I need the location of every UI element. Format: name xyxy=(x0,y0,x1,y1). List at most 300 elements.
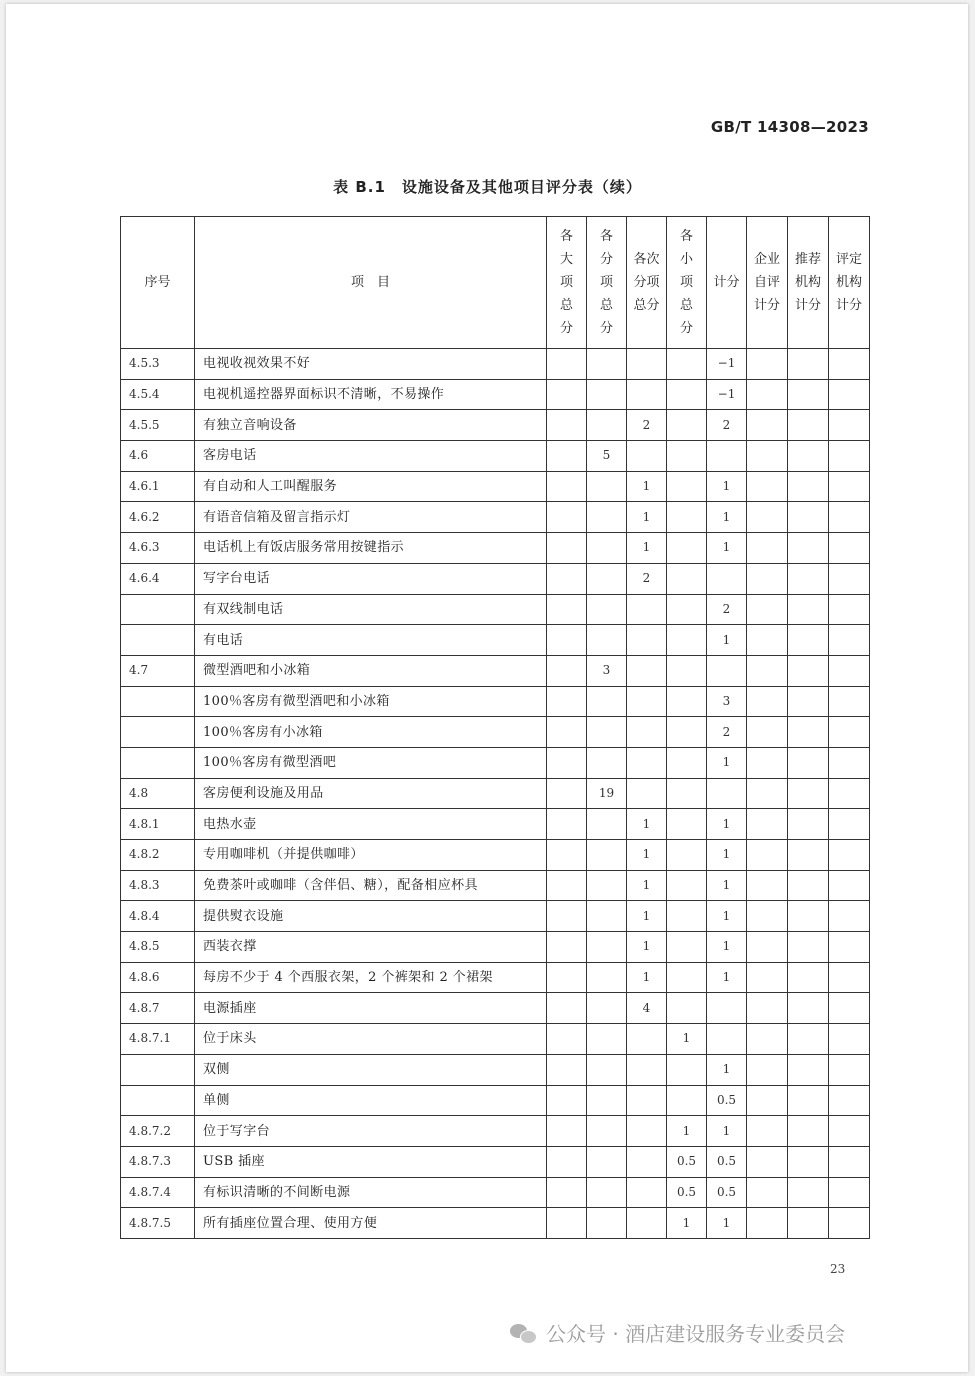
cell-code: 4.8.4 xyxy=(121,901,195,932)
cell-item: 所有插座位置合理、使用方便 xyxy=(195,1208,547,1239)
cell-major xyxy=(547,717,587,748)
cell-sub xyxy=(587,932,627,963)
cell-self-eval xyxy=(747,1054,788,1085)
cell-score: 1 xyxy=(707,1054,747,1085)
cell-recommend xyxy=(788,1208,829,1239)
cell-major xyxy=(547,625,587,656)
cell-sub xyxy=(587,1024,627,1055)
cell-item: 电视机遥控器界面标识不清晰，不易操作 xyxy=(195,379,547,410)
cell-recommend xyxy=(788,379,829,410)
cell-assess xyxy=(829,932,870,963)
cell-assess xyxy=(829,379,870,410)
cell-assess xyxy=(829,747,870,778)
cell-assess xyxy=(829,655,870,686)
cell-assess xyxy=(829,1146,870,1177)
cell-recommend xyxy=(788,901,829,932)
cell-item: 位于床头 xyxy=(195,1024,547,1055)
cell-self-eval xyxy=(747,993,788,1024)
cell-code: 4.6.3 xyxy=(121,533,195,564)
cell-score: 1 xyxy=(707,471,747,502)
header-minor-total: 各小项总分 xyxy=(667,217,707,349)
cell-self-eval xyxy=(747,1085,788,1116)
cell-sub xyxy=(587,625,627,656)
cell-minor xyxy=(667,686,707,717)
cell-sub: 3 xyxy=(587,655,627,686)
cell-assess xyxy=(829,1054,870,1085)
cell-score xyxy=(707,563,747,594)
cell-minor: 1 xyxy=(667,1024,707,1055)
cell-code: 4.8.3 xyxy=(121,870,195,901)
cell-secondary xyxy=(627,1208,667,1239)
cell-recommend xyxy=(788,778,829,809)
cell-assess xyxy=(829,1024,870,1055)
cell-assess xyxy=(829,840,870,871)
header-recommend: 推荐机构计分 xyxy=(788,217,829,349)
cell-self-eval xyxy=(747,379,788,410)
cell-major xyxy=(547,1024,587,1055)
cell-item: 位于写字台 xyxy=(195,1116,547,1147)
cell-minor xyxy=(667,1085,707,1116)
cell-item: USB 插座 xyxy=(195,1146,547,1177)
cell-major xyxy=(547,349,587,380)
cell-code: 4.8.1 xyxy=(121,809,195,840)
cell-self-eval xyxy=(747,1116,788,1147)
cell-score: −1 xyxy=(707,379,747,410)
cell-self-eval xyxy=(747,717,788,748)
cell-score: 3 xyxy=(707,686,747,717)
cell-minor: 1 xyxy=(667,1208,707,1239)
cell-self-eval xyxy=(747,655,788,686)
cell-major xyxy=(547,594,587,625)
table-row xyxy=(121,655,870,686)
cell-major xyxy=(547,1054,587,1085)
cell-secondary: 1 xyxy=(627,901,667,932)
cell-code xyxy=(121,747,195,778)
cell-minor xyxy=(667,410,707,441)
cell-assess xyxy=(829,1208,870,1239)
cell-assess xyxy=(829,686,870,717)
cell-code: 4.5.5 xyxy=(121,410,195,441)
cell-code: 4.8.7.4 xyxy=(121,1177,195,1208)
cell-item: 免费茶叶或咖啡（含伴侣、糖），配备相应杯具 xyxy=(195,870,547,901)
cell-self-eval xyxy=(747,1146,788,1177)
cell-minor xyxy=(667,349,707,380)
cell-code: 4.5.3 xyxy=(121,349,195,380)
cell-minor xyxy=(667,379,707,410)
cell-secondary: 1 xyxy=(627,502,667,533)
cell-sub: 5 xyxy=(587,441,627,472)
table-header-row xyxy=(121,217,870,349)
cell-self-eval xyxy=(747,778,788,809)
cell-item: 电源插座 xyxy=(195,993,547,1024)
cell-major xyxy=(547,471,587,502)
cell-major xyxy=(547,932,587,963)
cell-score: 1 xyxy=(707,840,747,871)
cell-sub xyxy=(587,1146,627,1177)
cell-recommend xyxy=(788,1146,829,1177)
cell-code xyxy=(121,717,195,748)
cell-self-eval xyxy=(747,441,788,472)
cell-minor: 1 xyxy=(667,1116,707,1147)
cell-score xyxy=(707,778,747,809)
cell-self-eval xyxy=(747,686,788,717)
cell-sub xyxy=(587,1054,627,1085)
cell-self-eval xyxy=(747,901,788,932)
cell-secondary xyxy=(627,717,667,748)
cell-recommend xyxy=(788,1054,829,1085)
cell-item: 西装衣撑 xyxy=(195,932,547,963)
table-row xyxy=(121,686,870,717)
cell-major xyxy=(547,502,587,533)
table-row xyxy=(121,870,870,901)
cell-secondary xyxy=(627,1116,667,1147)
cell-secondary: 2 xyxy=(627,563,667,594)
cell-sub xyxy=(587,471,627,502)
cell-assess xyxy=(829,870,870,901)
cell-recommend xyxy=(788,471,829,502)
table-row xyxy=(121,441,870,472)
table-row xyxy=(121,993,870,1024)
table-row xyxy=(121,962,870,993)
cell-recommend xyxy=(788,1177,829,1208)
cell-secondary xyxy=(627,1024,667,1055)
page-number: 23 xyxy=(830,1262,846,1276)
cell-minor xyxy=(667,717,707,748)
cell-secondary xyxy=(627,747,667,778)
cell-secondary: 1 xyxy=(627,962,667,993)
table-row xyxy=(121,1085,870,1116)
cell-score: 1 xyxy=(707,932,747,963)
cell-score: −1 xyxy=(707,349,747,380)
cell-minor xyxy=(667,441,707,472)
cell-sub xyxy=(587,410,627,441)
cell-sub xyxy=(587,379,627,410)
cell-sub xyxy=(587,809,627,840)
cell-major xyxy=(547,870,587,901)
cell-item: 有语音信箱及留言指示灯 xyxy=(195,502,547,533)
cell-recommend xyxy=(788,594,829,625)
cell-assess xyxy=(829,441,870,472)
cell-self-eval xyxy=(747,502,788,533)
cell-item: 提供熨衣设施 xyxy=(195,901,547,932)
cell-major xyxy=(547,993,587,1024)
cell-sub xyxy=(587,533,627,564)
cell-sub xyxy=(587,717,627,748)
cell-item: 电话机上有饭店服务常用按键指示 xyxy=(195,533,547,564)
cell-item: 电热水壶 xyxy=(195,809,547,840)
cell-secondary xyxy=(627,1177,667,1208)
cell-major xyxy=(547,655,587,686)
cell-assess xyxy=(829,1116,870,1147)
cell-secondary xyxy=(627,349,667,380)
cell-item: 客房电话 xyxy=(195,441,547,472)
cell-item: 有标识清晰的不间断电源 xyxy=(195,1177,547,1208)
cell-assess xyxy=(829,471,870,502)
cell-recommend xyxy=(788,1085,829,1116)
cell-sub xyxy=(587,349,627,380)
cell-assess xyxy=(829,533,870,564)
cell-code: 4.7 xyxy=(121,655,195,686)
cell-minor xyxy=(667,778,707,809)
table-row xyxy=(121,471,870,502)
cell-major xyxy=(547,1177,587,1208)
cell-secondary: 1 xyxy=(627,471,667,502)
cell-major xyxy=(547,1116,587,1147)
cell-secondary xyxy=(627,1146,667,1177)
cell-recommend xyxy=(788,349,829,380)
cell-self-eval xyxy=(747,840,788,871)
cell-score xyxy=(707,655,747,686)
cell-assess xyxy=(829,809,870,840)
cell-secondary xyxy=(627,441,667,472)
cell-sub xyxy=(587,870,627,901)
cell-score: 0.5 xyxy=(707,1085,747,1116)
cell-sub xyxy=(587,1208,627,1239)
cell-item: 专用咖啡机（并提供咖啡） xyxy=(195,840,547,871)
cell-self-eval xyxy=(747,410,788,441)
table-row xyxy=(121,932,870,963)
cell-score: 1 xyxy=(707,533,747,564)
cell-recommend xyxy=(788,625,829,656)
cell-recommend xyxy=(788,962,829,993)
table-row xyxy=(121,1024,870,1055)
cell-item: 有双线制电话 xyxy=(195,594,547,625)
cell-secondary xyxy=(627,686,667,717)
cell-recommend xyxy=(788,717,829,748)
header-score: 计分 xyxy=(707,217,747,349)
cell-secondary xyxy=(627,1085,667,1116)
cell-sub xyxy=(587,594,627,625)
cell-sub xyxy=(587,1116,627,1147)
cell-code: 4.6.4 xyxy=(121,563,195,594)
cell-secondary: 1 xyxy=(627,809,667,840)
cell-self-eval xyxy=(747,932,788,963)
cell-major xyxy=(547,1208,587,1239)
cell-sub xyxy=(587,502,627,533)
cell-self-eval xyxy=(747,563,788,594)
cell-code xyxy=(121,1054,195,1085)
cell-item: 单侧 xyxy=(195,1085,547,1116)
cell-recommend xyxy=(788,563,829,594)
table-row xyxy=(121,840,870,871)
cell-recommend xyxy=(788,686,829,717)
cell-major xyxy=(547,533,587,564)
cell-score: 1 xyxy=(707,809,747,840)
cell-recommend xyxy=(788,870,829,901)
cell-assess xyxy=(829,502,870,533)
cell-item: 有电话 xyxy=(195,625,547,656)
cell-assess xyxy=(829,410,870,441)
cell-score: 2 xyxy=(707,594,747,625)
cell-score xyxy=(707,993,747,1024)
cell-sub xyxy=(587,747,627,778)
cell-minor: 0.5 xyxy=(667,1177,707,1208)
cell-secondary xyxy=(627,778,667,809)
header-sub-total: 各分项总分 xyxy=(587,217,627,349)
cell-score: 0.5 xyxy=(707,1177,747,1208)
cell-recommend xyxy=(788,840,829,871)
cell-major xyxy=(547,901,587,932)
table-row xyxy=(121,379,870,410)
cell-assess xyxy=(829,962,870,993)
cell-score xyxy=(707,1024,747,1055)
cell-minor xyxy=(667,625,707,656)
cell-self-eval xyxy=(747,471,788,502)
cell-self-eval xyxy=(747,1208,788,1239)
watermark xyxy=(510,1318,845,1347)
header-secondary-total: 各次分项总分 xyxy=(627,217,667,349)
cell-code: 4.8.7.2 xyxy=(121,1116,195,1147)
cell-sub xyxy=(587,962,627,993)
cell-sub xyxy=(587,993,627,1024)
cell-assess xyxy=(829,993,870,1024)
cell-major xyxy=(547,563,587,594)
cell-item: 双侧 xyxy=(195,1054,547,1085)
cell-self-eval xyxy=(747,809,788,840)
cell-score: 1 xyxy=(707,870,747,901)
cell-item: 100％客房有小冰箱 xyxy=(195,717,547,748)
cell-self-eval xyxy=(747,747,788,778)
cell-score: 1 xyxy=(707,625,747,656)
cell-code: 4.6 xyxy=(121,441,195,472)
cell-sub xyxy=(587,901,627,932)
cell-major xyxy=(547,1146,587,1177)
cell-code: 4.8.7 xyxy=(121,993,195,1024)
cell-assess xyxy=(829,563,870,594)
header-major-total: 各大项总分 xyxy=(547,217,587,349)
cell-sub xyxy=(587,840,627,871)
cell-recommend xyxy=(788,441,829,472)
cell-code: 4.5.4 xyxy=(121,379,195,410)
cell-sub xyxy=(587,1177,627,1208)
cell-major xyxy=(547,840,587,871)
table-row xyxy=(121,717,870,748)
cell-major xyxy=(547,778,587,809)
cell-self-eval xyxy=(747,625,788,656)
cell-minor xyxy=(667,563,707,594)
cell-secondary xyxy=(627,1054,667,1085)
cell-self-eval xyxy=(747,1177,788,1208)
cell-minor xyxy=(667,594,707,625)
cell-assess xyxy=(829,1085,870,1116)
scoring-table xyxy=(120,216,870,1239)
cell-sub xyxy=(587,563,627,594)
cell-code: 4.8.6 xyxy=(121,962,195,993)
cell-score: 0.5 xyxy=(707,1146,747,1177)
header-seq: 序号 xyxy=(121,217,195,349)
cell-minor xyxy=(667,533,707,564)
cell-secondary: 2 xyxy=(627,410,667,441)
cell-major xyxy=(547,410,587,441)
cell-minor xyxy=(667,809,707,840)
cell-code: 4.8.7.1 xyxy=(121,1024,195,1055)
cell-secondary: 1 xyxy=(627,533,667,564)
table-row xyxy=(121,594,870,625)
cell-secondary: 1 xyxy=(627,932,667,963)
cell-self-eval xyxy=(747,1024,788,1055)
table-row xyxy=(121,625,870,656)
cell-item: 写字台电话 xyxy=(195,563,547,594)
cell-score: 1 xyxy=(707,1208,747,1239)
cell-self-eval xyxy=(747,870,788,901)
cell-self-eval xyxy=(747,594,788,625)
cell-secondary xyxy=(627,655,667,686)
table-row xyxy=(121,809,870,840)
table-row xyxy=(121,747,870,778)
cell-assess xyxy=(829,1177,870,1208)
cell-minor xyxy=(667,932,707,963)
header-item: 项 目 xyxy=(195,217,547,349)
cell-major xyxy=(547,1085,587,1116)
cell-minor xyxy=(667,840,707,871)
cell-code xyxy=(121,1085,195,1116)
cell-minor xyxy=(667,993,707,1024)
cell-recommend xyxy=(788,1116,829,1147)
cell-sub xyxy=(587,1085,627,1116)
header-assess: 评定机构计分 xyxy=(829,217,870,349)
cell-minor: 0.5 xyxy=(667,1146,707,1177)
cell-major xyxy=(547,962,587,993)
cell-self-eval xyxy=(747,349,788,380)
table-row xyxy=(121,1054,870,1085)
cell-score: 1 xyxy=(707,901,747,932)
table-row xyxy=(121,1146,870,1177)
header-self-eval: 企业自评计分 xyxy=(747,217,788,349)
cell-secondary xyxy=(627,625,667,656)
cell-secondary xyxy=(627,379,667,410)
cell-major xyxy=(547,747,587,778)
cell-code: 4.8.7.3 xyxy=(121,1146,195,1177)
cell-recommend xyxy=(788,655,829,686)
cell-code: 4.6.1 xyxy=(121,471,195,502)
cell-secondary xyxy=(627,594,667,625)
standard-code: GB/T 14308—2023 xyxy=(710,118,869,136)
cell-recommend xyxy=(788,533,829,564)
wechat-icon xyxy=(510,1322,536,1344)
cell-code: 4.6.2 xyxy=(121,502,195,533)
cell-sub: 19 xyxy=(587,778,627,809)
cell-code xyxy=(121,686,195,717)
cell-minor xyxy=(667,1054,707,1085)
cell-assess xyxy=(829,717,870,748)
cell-assess xyxy=(829,625,870,656)
cell-secondary: 4 xyxy=(627,993,667,1024)
cell-item: 电视收视效果不好 xyxy=(195,349,547,380)
cell-item: 有自动和人工叫醒服务 xyxy=(195,471,547,502)
cell-code xyxy=(121,625,195,656)
cell-sub xyxy=(587,686,627,717)
table-row xyxy=(121,349,870,380)
cell-item: 100％客房有微型酒吧 xyxy=(195,747,547,778)
cell-assess xyxy=(829,901,870,932)
table-row xyxy=(121,901,870,932)
cell-self-eval xyxy=(747,533,788,564)
cell-score: 1 xyxy=(707,502,747,533)
cell-assess xyxy=(829,594,870,625)
cell-code: 4.8.5 xyxy=(121,932,195,963)
cell-score: 2 xyxy=(707,717,747,748)
cell-minor xyxy=(667,901,707,932)
table-row xyxy=(121,1177,870,1208)
cell-self-eval xyxy=(747,962,788,993)
cell-score: 1 xyxy=(707,962,747,993)
cell-code xyxy=(121,594,195,625)
cell-assess xyxy=(829,778,870,809)
cell-code: 4.8.7.5 xyxy=(121,1208,195,1239)
cell-score: 1 xyxy=(707,1116,747,1147)
cell-code: 4.8.2 xyxy=(121,840,195,871)
cell-recommend xyxy=(788,993,829,1024)
